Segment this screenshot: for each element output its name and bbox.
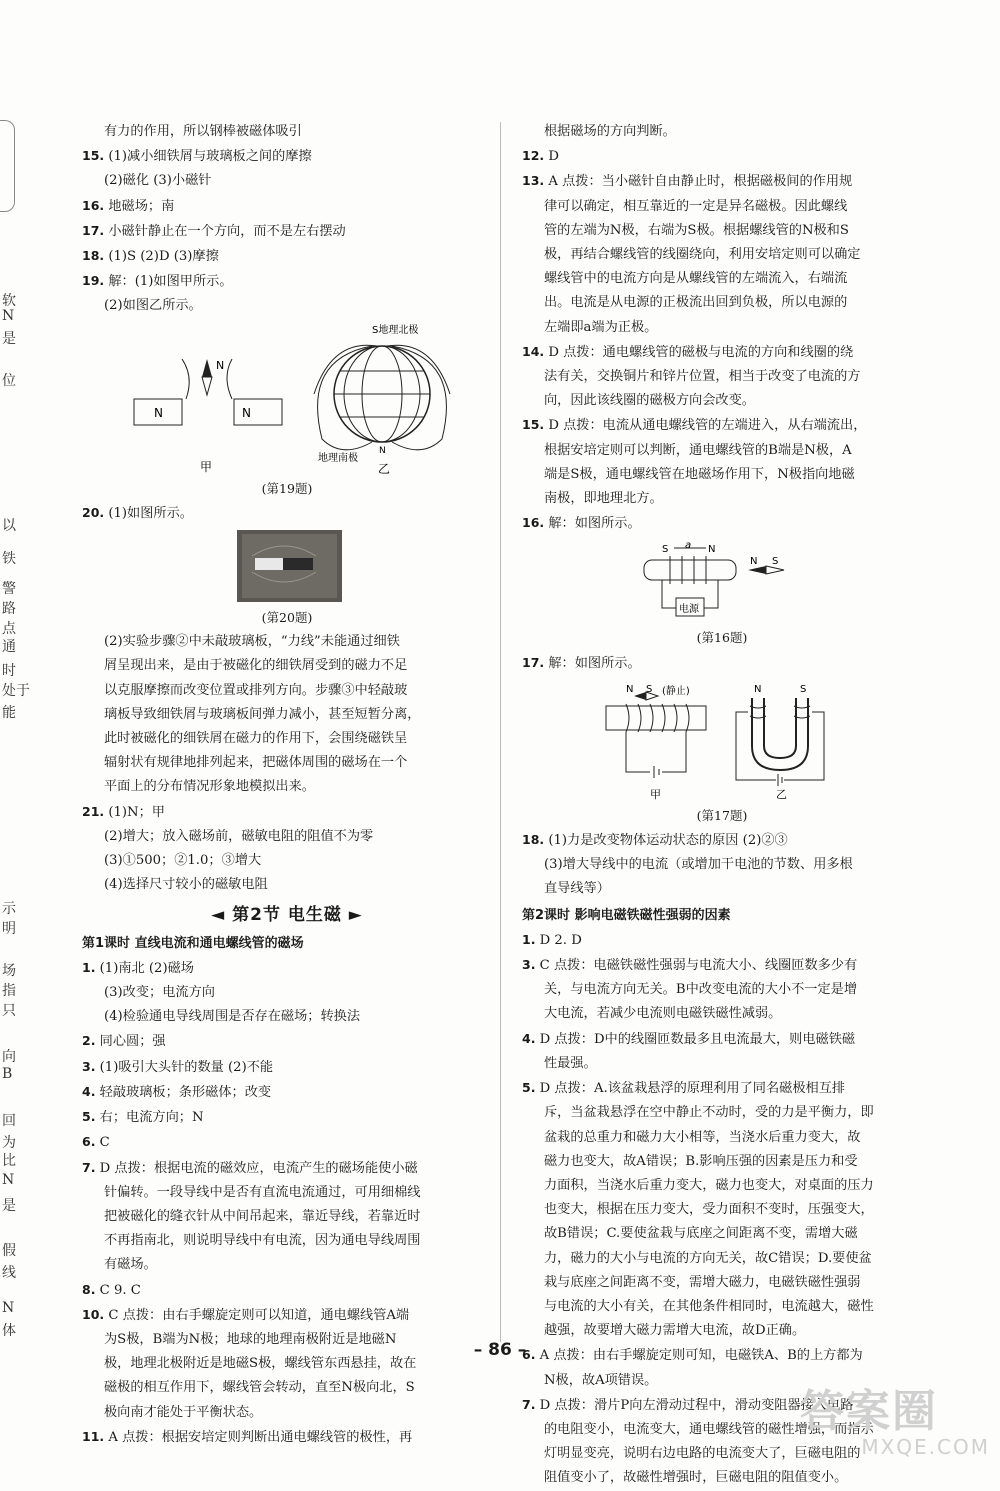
u-coils bbox=[750, 706, 810, 718]
line-text: C 点拨：由右手螺旋定则可以知道，通电螺线管A端 bbox=[108, 1307, 410, 1323]
line-text: D bbox=[548, 149, 559, 165]
question-number: 5. bbox=[522, 1080, 536, 1096]
line-text: 与电流的大小有关，在其他条件相同时，电流越大，磁性 bbox=[544, 1298, 874, 1314]
line-text: 斥，当盆栽悬浮在空中静止不动时，受的力是平衡力，即 bbox=[544, 1105, 874, 1121]
line-text: 盆栽的总重力和磁力大小相等，当浇水后重力变大，故 bbox=[544, 1129, 861, 1145]
continuation-line bbox=[522, 1174, 922, 1198]
watermark-logo: 答案圈 bbox=[800, 1386, 938, 1437]
edge-fragment: 场 bbox=[2, 963, 16, 979]
continuation-line bbox=[82, 679, 492, 703]
question-number: 3. bbox=[82, 1058, 96, 1074]
line-text: 解：如图所示。 bbox=[548, 655, 641, 671]
continuation-line bbox=[522, 1198, 922, 1222]
continuation-line bbox=[82, 1253, 492, 1277]
line-text: D 点拨：电流从通电螺线管的左端进入，从右端流出， bbox=[548, 418, 867, 434]
figure-20 bbox=[82, 526, 492, 606]
question-number: 13. bbox=[522, 173, 545, 189]
question-number: 7. bbox=[522, 1396, 536, 1412]
question-number: 20. bbox=[82, 504, 105, 520]
line-text: 磁力也变大，故A错误；B.影响压强的因素是压力和受 bbox=[544, 1153, 858, 1169]
figure-16-drawing bbox=[522, 536, 922, 626]
question-line bbox=[82, 1055, 492, 1080]
question-number: 15. bbox=[522, 417, 545, 433]
line-text: (1)吸引大头针的数量 (2)不能 bbox=[99, 1059, 274, 1075]
line-text: (4)检验通电导线周围是否存在磁场；转换法 bbox=[104, 1009, 361, 1025]
line-text: 有磁场。 bbox=[104, 1257, 157, 1273]
continuation-line bbox=[522, 463, 922, 487]
edge-fragment: 明 bbox=[2, 921, 16, 937]
line-text: 璃板导致细铁屑与玻璃板间弹力减小，甚至短暂分离， bbox=[104, 706, 421, 722]
label-s: S bbox=[662, 544, 669, 556]
line-text: 出。电流是从电源的正极流出回到负极，所以电源的 bbox=[544, 295, 848, 311]
needle-south bbox=[202, 377, 212, 395]
edge-fragment: 是 bbox=[2, 1198, 16, 1214]
continuation-line bbox=[82, 294, 492, 318]
line-text: 南极，即地理北方。 bbox=[544, 491, 663, 507]
edge-fragment: 软 bbox=[2, 293, 16, 309]
question-number: 6. bbox=[522, 1347, 536, 1363]
figure-20-photo bbox=[82, 526, 492, 606]
continuation-line bbox=[522, 267, 922, 291]
continuation-line bbox=[522, 243, 922, 267]
edge-fragment: 假 bbox=[2, 1243, 16, 1259]
line-text: 左端即a端为正极。 bbox=[544, 319, 658, 335]
watermark bbox=[800, 1375, 990, 1465]
line-text: 辐射状有规律地排列起来，把磁体周围的磁场在一个 bbox=[104, 755, 408, 771]
line-text: (2)磁化 (3)小磁针 bbox=[104, 173, 212, 189]
line-text: (3)增大导线中的电流（或增加干电池的节数、用多根 bbox=[544, 857, 853, 873]
question-number: 4. bbox=[522, 1030, 536, 1046]
line-text: 螺线管中的电流方向是从螺线管的左端流入，右端流 bbox=[544, 271, 848, 287]
question-line bbox=[82, 1080, 492, 1105]
line-text: 不再指南北，则说明导线中有电流，因为通电导线周围 bbox=[104, 1233, 421, 1249]
l4-text-block bbox=[82, 956, 492, 1450]
edge-fragment: 处于 bbox=[2, 683, 30, 699]
question-line bbox=[82, 194, 492, 219]
needle-north bbox=[202, 359, 212, 377]
question-number: 3. bbox=[522, 957, 536, 973]
question-number: 17. bbox=[522, 654, 545, 670]
l2-text-block bbox=[82, 501, 492, 526]
line-text: 极，地理北极附近是地磁S极，螺线管东西悬挂，故在 bbox=[104, 1356, 417, 1372]
edge-fragment: 示 bbox=[2, 901, 16, 917]
question-line bbox=[82, 1130, 492, 1155]
needle-north-half bbox=[634, 692, 646, 700]
edge-fragment: N bbox=[2, 308, 15, 324]
question-line bbox=[82, 1425, 492, 1450]
continuation-line bbox=[82, 654, 492, 678]
question-number: 10. bbox=[82, 1306, 105, 1322]
bottom-n-label: N bbox=[379, 445, 386, 456]
r2-text-block bbox=[522, 651, 922, 676]
question-number: 4. bbox=[82, 1083, 96, 1099]
edge-fragment: B bbox=[2, 1066, 13, 1082]
question-line bbox=[82, 1105, 492, 1130]
continuation-line bbox=[82, 703, 492, 727]
line-text: 解：如图所示。 bbox=[548, 516, 641, 532]
line-text: C 点拨：电磁铁磁性强弱与电流大小、线圈匝数多少有 bbox=[539, 958, 858, 974]
question-line bbox=[522, 928, 922, 953]
left-column bbox=[82, 120, 492, 1450]
circuit-yi bbox=[736, 712, 824, 786]
lesson-2-title: 第2课时 影响电磁铁磁性强弱的因素 bbox=[522, 907, 731, 923]
line-text: 越强，故要增大磁力需增大电流，故D正确。 bbox=[544, 1323, 806, 1339]
line-text: C bbox=[99, 1135, 110, 1151]
r3-text-block bbox=[522, 828, 922, 902]
line-text: (1)如图所示。 bbox=[108, 505, 193, 521]
line-text: 性最强。 bbox=[544, 1055, 597, 1071]
u-magnet-outer bbox=[752, 698, 808, 770]
line-text: 也变大，根据在压力变大，受力面积不变时，压强变大， bbox=[544, 1202, 874, 1218]
continuation-line bbox=[82, 1205, 492, 1229]
continuation-line bbox=[82, 1376, 492, 1400]
continuation-line bbox=[522, 1319, 922, 1343]
continuation-line bbox=[522, 1222, 922, 1246]
line-text: (1)减小细铁屑与玻璃板之间的摩擦 bbox=[108, 149, 312, 165]
line-text: (4)选择尺寸较小的磁敏电阻 bbox=[104, 877, 268, 893]
edge-fragment: 向 bbox=[2, 1049, 16, 1065]
needle-n: N bbox=[626, 683, 634, 695]
continuation-line bbox=[522, 365, 922, 389]
magnet-white-half bbox=[255, 558, 283, 570]
question-line bbox=[82, 1156, 492, 1181]
lesson-1-title: 第1课时 直线电流和通电螺线管的磁场 bbox=[82, 935, 304, 951]
l1-text-block bbox=[82, 120, 492, 319]
figure-16 bbox=[522, 536, 922, 626]
coil-turns bbox=[626, 704, 689, 732]
continuation-line bbox=[82, 120, 492, 144]
line-text: 大电流，若减少电流则电磁铁磁性减弱。 bbox=[544, 1006, 782, 1022]
continuation-line bbox=[82, 727, 492, 751]
line-text: 磁极的相互作用下，螺线管会转动，直至N极向北，S bbox=[104, 1380, 415, 1396]
iron-core bbox=[606, 706, 706, 730]
question-line bbox=[82, 956, 492, 981]
continuation-line bbox=[82, 825, 492, 849]
continuation-line bbox=[82, 1229, 492, 1253]
line-text: C 9. C bbox=[99, 1282, 141, 1298]
line-text: 故B错误；C.要使盆栽与底座之间距离不变，需增大磁 bbox=[544, 1226, 858, 1242]
continuation-line bbox=[522, 120, 922, 144]
continuation-line bbox=[82, 751, 492, 775]
page-number: – 86 – bbox=[473, 1340, 527, 1360]
question-number: 15. bbox=[82, 148, 105, 164]
continuation-line bbox=[522, 389, 922, 413]
figure-19-drawing bbox=[82, 319, 492, 477]
line-text: 把被磁化的缝衣针从中间吊起来，靠近导线，若靠近时 bbox=[104, 1208, 421, 1224]
continuation-line bbox=[522, 487, 922, 511]
question-line bbox=[522, 144, 922, 169]
left-page-edge bbox=[0, 0, 30, 1471]
question-number: 11. bbox=[82, 1428, 105, 1444]
question-number: 14. bbox=[522, 343, 545, 359]
label-jia: 甲 bbox=[650, 787, 661, 801]
line-text: (1)N；甲 bbox=[108, 804, 165, 820]
line-text: (2)增大；放入磁场前，磁敏电阻的阻值不为零 bbox=[104, 828, 374, 844]
edge-fragment: 以 bbox=[2, 518, 16, 534]
question-line bbox=[82, 1029, 492, 1054]
edge-tab bbox=[0, 120, 15, 212]
edge-fragment: 线 bbox=[2, 1265, 16, 1281]
line-text: 屑呈现出来，是由于被磁化的细铁屑受到的磁力不足 bbox=[104, 658, 408, 674]
edge-fragment: 点 bbox=[2, 621, 16, 637]
question-number: 5. bbox=[82, 1109, 96, 1125]
label-jia: 甲 bbox=[200, 459, 213, 474]
line-text: 的电阻变小，电流变大，通电螺线管的磁性增强，而指示 bbox=[544, 1421, 874, 1437]
l3-text-block bbox=[82, 630, 492, 897]
line-text: (1)南北 (2)磁场 bbox=[99, 960, 194, 976]
line-text: (3)改变；电流方向 bbox=[104, 985, 215, 1001]
line-text: A 点拨：当小磁针自由静止时，根据磁极间的作用规 bbox=[548, 174, 853, 190]
figure-17-drawing bbox=[522, 676, 922, 804]
question-line bbox=[522, 340, 922, 365]
edge-fragment: 只 bbox=[2, 1003, 16, 1019]
continuation-line bbox=[522, 219, 922, 243]
question-line bbox=[522, 828, 922, 853]
line-text: 根据磁场的方向判断。 bbox=[544, 124, 676, 139]
field-line bbox=[182, 359, 189, 399]
continuation-line bbox=[522, 1052, 922, 1076]
edge-fragment: 通 bbox=[2, 639, 16, 655]
continuation-line bbox=[82, 1352, 492, 1376]
line-text: D 2. D bbox=[539, 932, 582, 948]
continuation-line bbox=[82, 1328, 492, 1352]
line-text: 同心圆；强 bbox=[99, 1034, 166, 1050]
question-line bbox=[82, 269, 492, 294]
line-text: 有力的作用，所以钢棒被磁体吸引 bbox=[104, 124, 302, 139]
question-line bbox=[522, 413, 922, 438]
question-line bbox=[82, 501, 492, 526]
question-number: 1. bbox=[522, 931, 536, 947]
continuation-line bbox=[82, 1401, 492, 1425]
label-n: N bbox=[708, 544, 716, 556]
figure-19 bbox=[82, 319, 492, 477]
line-text: 栽与底座之间距离不变，需增大磁力，电磁铁磁性强弱 bbox=[544, 1274, 861, 1290]
needle-s: S bbox=[646, 683, 653, 695]
continuation-line bbox=[82, 981, 492, 1005]
edge-fragment: 路 bbox=[2, 601, 16, 617]
continuation-line bbox=[82, 1005, 492, 1029]
question-line bbox=[522, 1076, 922, 1101]
question-number: 6. bbox=[82, 1134, 96, 1150]
question-number: 12. bbox=[522, 148, 545, 164]
label-yi: 乙 bbox=[378, 461, 391, 476]
u-n-label: N bbox=[754, 683, 762, 695]
question-line bbox=[522, 1343, 922, 1368]
needle-n-label: N bbox=[216, 358, 225, 372]
edge-fragment: 位 bbox=[2, 373, 16, 389]
line-text: (1)力是改变物体运动状态的原因 (2)②③ bbox=[548, 833, 788, 849]
question-line bbox=[82, 800, 492, 825]
south-pole-label: 地理南极 bbox=[318, 452, 358, 464]
question-number: 17. bbox=[82, 222, 105, 238]
question-number: 1. bbox=[82, 959, 96, 975]
line-text: D 点拨：滑片P向左滑动过程中，滑动变阻器接入电路 bbox=[539, 1397, 854, 1413]
line-text: 为S极，B端为N极；地球的地理南极附近是地磁N bbox=[104, 1331, 397, 1347]
right-column bbox=[522, 120, 922, 1491]
question-line bbox=[522, 953, 922, 978]
line-text: 力面积，当浇水后重力变大，磁力也变大，对桌面的压力 bbox=[544, 1177, 874, 1193]
edge-fragment: 能 bbox=[2, 705, 16, 721]
line-text: 极，再结合螺线管的线圈绕向，利用安培定则可以确定 bbox=[544, 247, 861, 263]
question-number: 16. bbox=[522, 515, 545, 531]
question-line bbox=[82, 1278, 492, 1303]
line-text: (2)实验步骤②中未敲玻璃板，“力线”未能通过细铁 bbox=[104, 634, 400, 650]
question-line bbox=[82, 244, 492, 269]
continuation-line bbox=[82, 1181, 492, 1205]
question-line bbox=[522, 1027, 922, 1052]
line-text: 端是S极，通电螺线管在地磁场作用下，N极指向地磁 bbox=[544, 466, 855, 482]
label-yi: 乙 bbox=[776, 787, 787, 801]
field-line bbox=[387, 345, 450, 394]
question-line bbox=[522, 511, 922, 536]
caption-20: (第20题) bbox=[261, 610, 313, 626]
section-title: ◄ 第2节 电生磁 ► bbox=[211, 905, 363, 926]
line-text: D 点拨：D中的线圈匝数最多且电流最大，则电磁铁磁 bbox=[539, 1031, 856, 1047]
line-text: 右；电流方向；N bbox=[99, 1110, 204, 1126]
needle-s: S bbox=[772, 556, 779, 568]
line-text: 管的左端为N极，右端为S极。根据螺线管的N极和S bbox=[544, 222, 849, 238]
north-pole-label: S地理北极 bbox=[372, 324, 419, 336]
needle-n: N bbox=[750, 556, 758, 568]
question-line bbox=[522, 651, 922, 676]
line-text: 直导线等） bbox=[544, 881, 610, 897]
figure-17 bbox=[522, 676, 922, 804]
question-number: 21. bbox=[82, 803, 105, 819]
edge-fragment: 警 bbox=[2, 581, 16, 597]
magnet-dark-half bbox=[283, 558, 313, 570]
line-text: 平面上的分布情况形象地模拟出来。 bbox=[104, 779, 315, 795]
line-text: (1)S (2)D (3)摩擦 bbox=[108, 249, 219, 265]
line-text: 小磁针静止在一个方向，而不是左右摆动 bbox=[108, 223, 346, 239]
line-text: 轻敲玻璃板；条形磁体；改变 bbox=[99, 1084, 272, 1100]
continuation-line bbox=[522, 1466, 922, 1490]
continuation-line bbox=[82, 775, 492, 799]
question-number: 7. bbox=[82, 1159, 96, 1175]
edge-fragment: 指 bbox=[2, 983, 16, 999]
line-text: 向，因此该线圈的磁极方向会改变。 bbox=[544, 393, 755, 409]
edge-fragment: 回 bbox=[2, 1113, 16, 1129]
line-text: N极，故A项错误。 bbox=[544, 1372, 658, 1388]
continuation-line bbox=[522, 853, 922, 877]
continuation-line bbox=[522, 316, 922, 340]
line-text: 根据安培定则可以判断，通电螺线管的B端是N极，A bbox=[544, 442, 852, 458]
line-text: 法有关，交换铜片和锌片位置，相当于改变了电流的方 bbox=[544, 369, 861, 385]
question-line bbox=[82, 1303, 492, 1328]
question-number: 18. bbox=[82, 248, 105, 264]
field-line bbox=[314, 345, 377, 394]
question-line bbox=[522, 169, 922, 194]
line-text: 解：(1)如图甲所示。 bbox=[108, 274, 233, 290]
line-text: D 点拨：A.该盆栽悬浮的原理利用了同名磁极相互排 bbox=[539, 1081, 846, 1097]
question-line bbox=[82, 144, 492, 169]
needle-south-half bbox=[766, 566, 784, 574]
caption-17: (第17题) bbox=[696, 807, 748, 823]
continuation-line bbox=[522, 877, 922, 901]
still-label: (静止) bbox=[662, 685, 690, 697]
needle-north-half bbox=[748, 566, 766, 574]
continuation-line bbox=[522, 1247, 922, 1271]
power-label: 电源 bbox=[679, 604, 699, 616]
line-text: (3)①500；②1.0；③增大 bbox=[104, 853, 262, 869]
edge-fragment: 比 bbox=[2, 1153, 16, 1169]
edge-fragment: N bbox=[2, 1172, 15, 1188]
edge-fragment: 为 bbox=[2, 1135, 16, 1151]
line-text: 律可以确定，相互靠近的一定是异名磁极。因此螺线 bbox=[544, 198, 848, 214]
continuation-line bbox=[522, 1150, 922, 1174]
question-number: 8. bbox=[82, 1281, 96, 1297]
edge-fragment: 是 bbox=[2, 331, 16, 347]
continuation-line bbox=[522, 1002, 922, 1026]
column-divider bbox=[500, 122, 501, 1342]
line-text: 针偏转。一段导线中是否有直流电流通过，可用细棉线 bbox=[104, 1184, 421, 1200]
line-text: D 点拨：根据电流的磁效应，电流产生的磁场能使小磁 bbox=[99, 1160, 418, 1176]
line-text: 关，与电流方向无关。B中改变电流的大小不一定是增 bbox=[544, 982, 858, 998]
continuation-line bbox=[522, 978, 922, 1002]
edge-fragment: 铁 bbox=[2, 551, 16, 567]
line-text: 灯明显变亮，说明右边电路的电流变大了，巨磁电阻的 bbox=[544, 1446, 861, 1462]
u-magnet-inner bbox=[764, 698, 796, 758]
edge-fragment: N bbox=[2, 1300, 15, 1316]
continuation-line bbox=[82, 849, 492, 873]
label-a: a bbox=[685, 540, 692, 552]
continuation-line bbox=[522, 1101, 922, 1125]
line-text: 极向南才能处于平衡状态。 bbox=[104, 1404, 263, 1420]
continuation-line bbox=[522, 291, 922, 315]
continuation-line bbox=[82, 873, 492, 897]
line-text: D 点拨：通电螺线管的磁极与电流的方向和线圈的绕 bbox=[548, 344, 854, 360]
line-text: A 点拨：根据安培定则判断出通电螺线管的极性，再 bbox=[108, 1429, 413, 1445]
continuation-line bbox=[522, 439, 922, 463]
question-number: 18. bbox=[522, 832, 545, 848]
continuation-line bbox=[522, 1126, 922, 1150]
question-number: 2. bbox=[82, 1033, 96, 1049]
caption-19: (第19题) bbox=[261, 480, 313, 496]
r1-text-block bbox=[522, 120, 922, 536]
line-text: 力，磁力的大小与电流的方向无关，故C错误；D.要使盆 bbox=[544, 1250, 872, 1266]
circuit-jia bbox=[626, 732, 686, 778]
line-text: 阻值变小了，故磁性增强时，巨磁电阻的阻值变小。 bbox=[544, 1470, 848, 1486]
continuation-line bbox=[82, 169, 492, 193]
line-text: A 点拨：由右手螺旋定则可知，电磁铁A、B的上方都为 bbox=[539, 1348, 863, 1364]
field-line bbox=[227, 359, 232, 399]
solenoid-tube bbox=[644, 560, 736, 580]
magnet-left-label: N bbox=[154, 405, 163, 420]
line-text: 以克服摩擦而改变位置或排列方向。步骤③中轻敲玻 bbox=[104, 682, 408, 698]
caption-16: (第16题) bbox=[696, 630, 748, 646]
line-text: (2)如图乙所示。 bbox=[104, 298, 202, 314]
question-line bbox=[82, 219, 492, 244]
continuation-line bbox=[522, 1271, 922, 1295]
field-line bbox=[392, 346, 446, 450]
edge-fragment: 时 bbox=[2, 663, 16, 679]
continuation-line bbox=[522, 195, 922, 219]
question-number: 16. bbox=[82, 197, 105, 213]
continuation-line bbox=[82, 630, 492, 654]
watermark-url: MXQE.COM bbox=[861, 1435, 990, 1459]
question-number: 19. bbox=[82, 273, 105, 289]
line-text: 此时被磁化的细铁屑在磁力的作用下，会围绕磁铁呈 bbox=[104, 731, 408, 747]
continuation-line bbox=[522, 1295, 922, 1319]
u-s-label: S bbox=[800, 683, 807, 695]
edge-fragment: 体 bbox=[2, 1323, 16, 1339]
line-text: 地磁场；南 bbox=[108, 198, 175, 214]
magnet-right-label: N bbox=[242, 405, 251, 420]
field-line bbox=[318, 346, 372, 450]
